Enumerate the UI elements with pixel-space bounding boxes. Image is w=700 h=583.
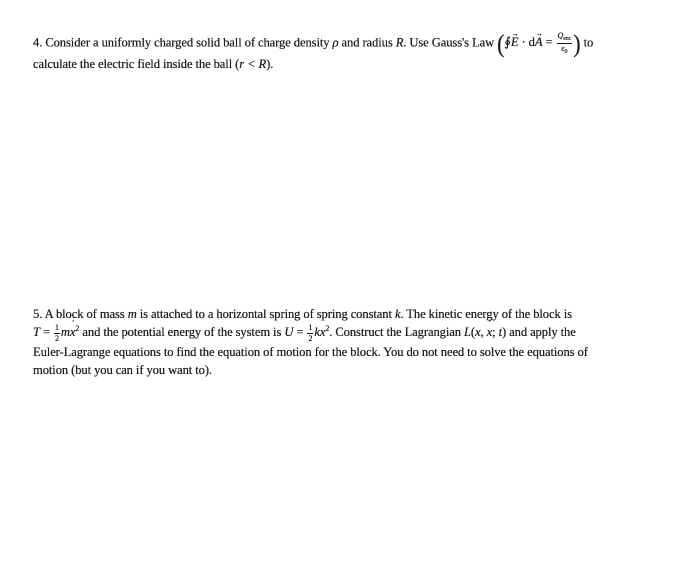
problem-text: motion (but you can if you want to). [33,362,212,377]
mass-symbol: m [60,325,70,339]
problem-text: Euler-Lagrange equations to find the equation of motion for the block. You do not need to solve the equations of [33,344,588,359]
square-exponent: 2 [75,323,80,333]
equals-sign: = [39,325,54,339]
spring-constant-symbol: k [394,307,401,321]
condition-expression: r < R [239,57,267,71]
fraction-numerator: 1 [308,322,313,332]
area-vector: A → [535,33,543,51]
equals-sign: = [293,325,307,339]
charge-fraction [557,32,573,55]
problem-number: 4. [33,35,43,50]
fraction-denominator: 2 [308,333,313,343]
potential-energy-symbol: U [284,325,294,339]
problem-text: . The kinetic energy of the block is [400,307,572,321]
problem-text: ). [266,57,274,71]
problem-text: and apply the [509,325,576,339]
gauss-law-equation [504,31,573,55]
close-paren: ) [573,28,581,58]
kinetic-energy-symbol: T [33,325,40,339]
problem-5-line-1 [33,305,665,323]
fraction-numerator [557,32,573,44]
problem-4-line-2 [33,55,665,73]
problem-text: . Construct the Lagrangian [329,325,461,339]
problem-text: and radius [341,35,393,50]
problem-number: 5. [33,307,43,321]
problem-text: A block of mass [44,307,125,321]
dot-operator: · d [518,35,535,50]
fraction-numerator: 1 [55,322,59,332]
half-fraction [307,324,313,343]
velocity-symbol: x ˙ [70,323,76,341]
lagrangian-symbol: L [464,325,471,339]
problem-4 [33,28,665,73]
problem-text: and the potential energy of the system is [82,325,282,339]
velocity-symbol: x ˙ [487,323,493,341]
problem-text: Consider a uniformly charged solid ball of charge density [45,35,330,50]
problem-text: to [583,35,594,50]
problem-5-line-3 [33,343,665,361]
fraction-denominator: 2 [55,333,59,343]
problem-5-line-4 [33,361,665,379]
problem-5 [33,305,665,379]
time-symbol: t [498,325,502,339]
half-fraction [54,324,60,343]
electric-field-vector: E → [511,33,519,51]
fraction-denominator [557,44,573,55]
rho-symbol: ρ [332,35,339,50]
zero-subscript: 0 [564,49,568,55]
enc-subscript: enc [563,36,572,42]
problem-text: is attached to a horizontal spring of spring constant [139,307,392,321]
contour-integral-symbol: ∮ [504,35,511,50]
equals-sign: = [542,35,556,50]
spring-term: kx [314,325,326,339]
epsilon-symbol: ε [561,44,565,53]
mass-symbol: m [127,307,137,321]
open-paren: ( [497,28,505,58]
problem-text: calculate the electric field inside the ball ( [33,57,240,71]
square-exponent: 2 [325,323,330,333]
radius-symbol: R [395,35,404,50]
q-symbol: Q [557,31,564,40]
problem-4-line-1 [33,28,665,58]
position-symbol: x [475,325,481,339]
problem-5-line-2: T = $\frac{1}{2}$ mx ˙$^2$ and the potential energy of the system is U = $\frac{1}{2}$ $kx^2$. Construct the Lagrangian L(x, x ˙; t) and apply the [33,323,665,343]
problem-text: . Use Gauss's Law [403,35,495,50]
